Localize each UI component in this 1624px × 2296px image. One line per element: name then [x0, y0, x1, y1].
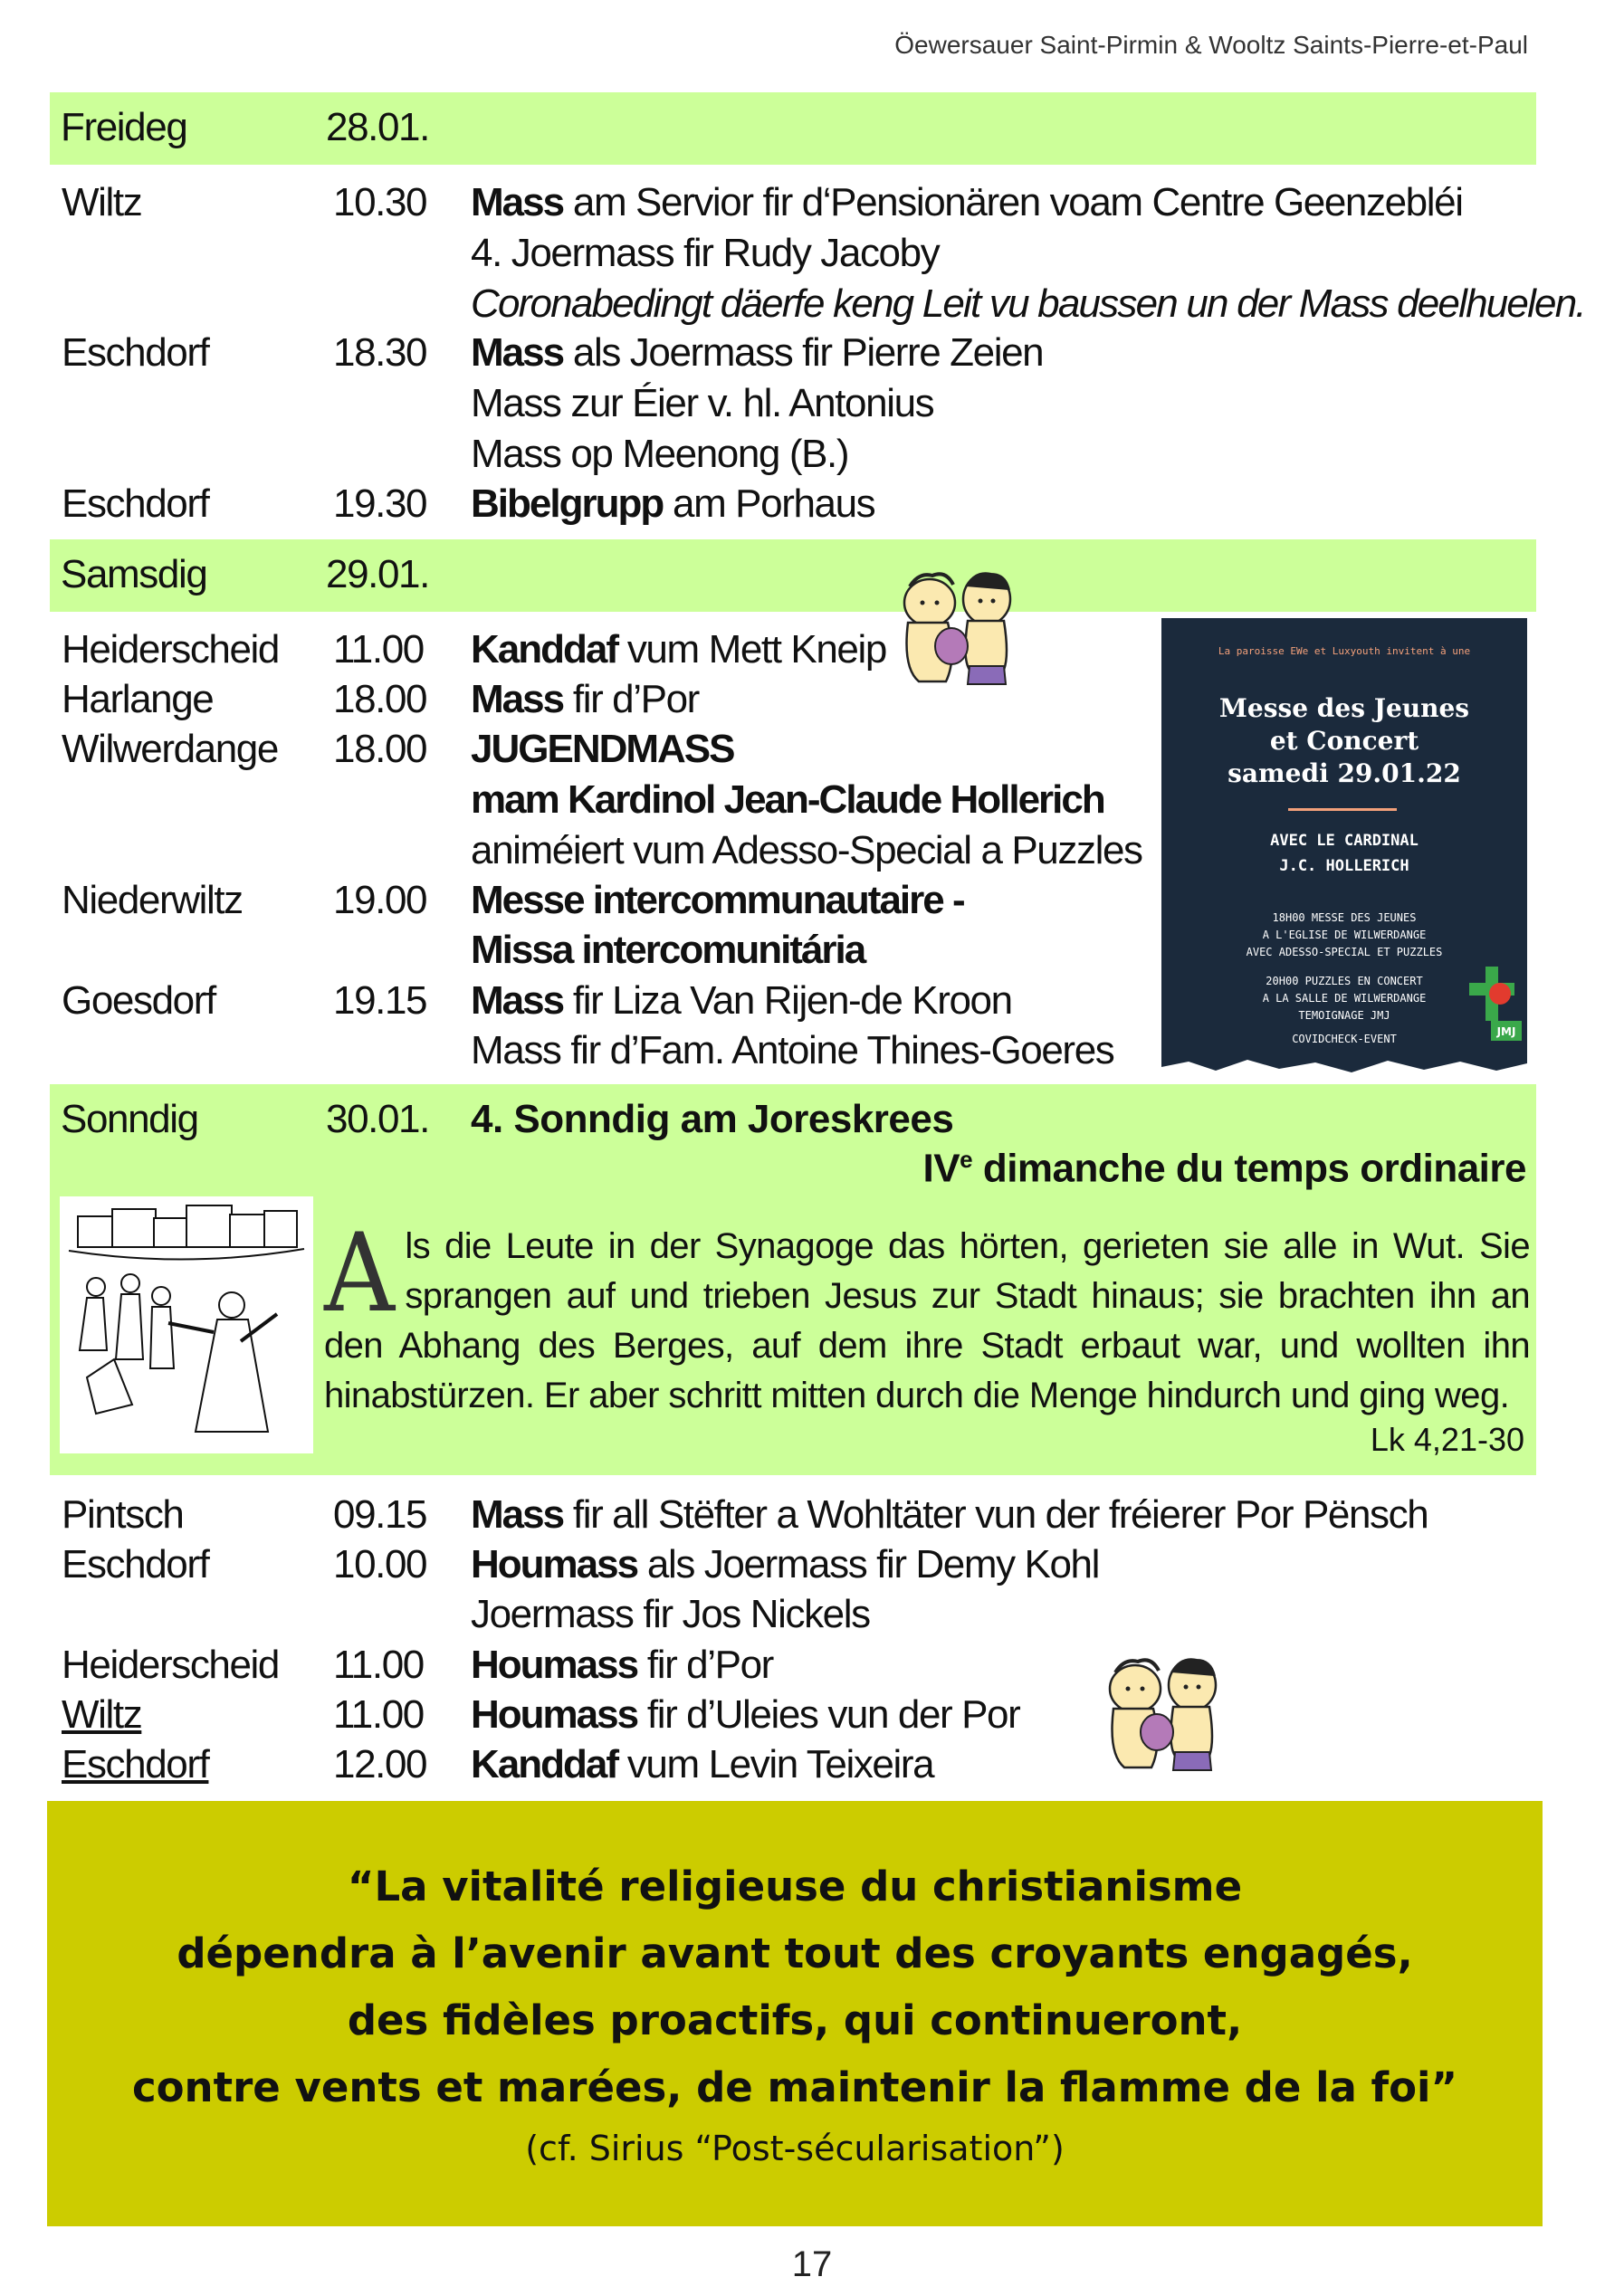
location: Heiderscheid — [62, 1643, 280, 1687]
description — [471, 1690, 1019, 1740]
description: Mass op Meenong (B.) — [471, 432, 849, 476]
location: Eschdorf — [62, 481, 209, 526]
location: Eschdorf — [62, 1542, 209, 1586]
time: 19.30 — [333, 481, 427, 526]
poster-info-line: A L'EGLISE DE WILWERDANGE — [1262, 929, 1427, 941]
event-type: Bibelgrupp — [471, 481, 664, 526]
event-type: mam Kardinol Jean-Claude Hollerich — [471, 777, 1104, 822]
time: 11.00 — [333, 1692, 424, 1737]
poster-info-line: 20H00 PUZZLES EN CONCERT — [1266, 975, 1423, 987]
day-band-saturday — [50, 539, 1536, 612]
day-date: 28.01. — [326, 105, 429, 149]
jmj-logo — [1469, 967, 1524, 1048]
jmj-text: JMJ — [1496, 1025, 1516, 1038]
time: 12.00 — [333, 1742, 427, 1786]
description — [471, 177, 1463, 228]
event-type: Kanddaf — [471, 627, 617, 672]
location-link[interactable]: Eschdorf — [62, 1742, 209, 1786]
day-date: 29.01. — [326, 552, 429, 596]
cartoon-children-illustration — [892, 568, 1027, 691]
torn-edge — [1161, 1054, 1527, 1080]
location: Heiderscheid — [62, 627, 280, 672]
poster-title — [1161, 692, 1527, 790]
poster-intro: La paroisse EWe et Luxyouth invitent à une — [1218, 645, 1471, 657]
description — [471, 1640, 773, 1691]
event-type: Mass — [471, 330, 564, 375]
event-type: Mass — [471, 180, 564, 224]
event-text: vum Levin Teixeira — [617, 1742, 934, 1786]
time: 11.00 — [333, 627, 424, 672]
location: Goesdorf — [62, 978, 215, 1023]
time: 10.00 — [333, 1542, 427, 1586]
day-band-friday — [50, 92, 1536, 165]
schedule-row — [0, 1640, 1624, 1691]
cartoon-children-illustration — [1097, 1654, 1233, 1777]
poster-info-line: TEMOIGNAGE JMJ — [1298, 1009, 1390, 1022]
event-text: als Joermass fir Demy Kohl — [637, 1542, 1099, 1586]
location: Eschdorf — [62, 330, 209, 375]
schedule-row — [0, 328, 1624, 378]
description — [471, 1539, 1099, 1590]
day-label: Sonndig — [61, 1097, 198, 1141]
quote-box — [47, 1801, 1543, 2226]
description — [471, 674, 699, 725]
quote-citation: (cf. Sirius “Post-sécularisation”) — [525, 2129, 1065, 2168]
description — [471, 328, 1043, 378]
description: animéiert vum Adesso-Special a Puzzles — [471, 828, 1142, 872]
poster-footer: COVIDCHECK-EVENT — [1292, 1033, 1397, 1045]
event-type: Kanddaf — [471, 1742, 617, 1786]
time: 18.30 — [333, 330, 427, 375]
poster-info-line: A LA SALLE DE WILWERDANGE — [1262, 992, 1427, 1005]
description — [471, 925, 865, 976]
time: 11.00 — [333, 1643, 424, 1687]
poster-title-line: et Concert — [1269, 726, 1419, 756]
subtitle-sup: e — [960, 1146, 973, 1173]
schedule-row — [0, 479, 1624, 529]
description — [471, 875, 964, 926]
schedule-row — [0, 1490, 1624, 1540]
description: Joermass fir Jos Nickels — [471, 1592, 870, 1636]
gospel-illustration — [60, 1196, 313, 1453]
poster-cardinal — [1161, 828, 1527, 879]
schedule-row — [0, 228, 1624, 279]
time: 19.15 — [333, 978, 427, 1023]
poster-info-line: AVEC ADESSO-SPECIAL ET PUZZLES — [1246, 946, 1443, 958]
event-type: Mass — [471, 1492, 564, 1537]
location: Pintsch — [62, 1492, 184, 1537]
page-header: Öewersauer Saint-Pirmin & Wooltz Saints-Pierre-et-Paul — [894, 31, 1528, 59]
description: 4. Joermass fir Rudy Jacoby — [471, 231, 940, 275]
page-number: 17 — [791, 2244, 833, 2284]
event-text: fir all Stëfter a Wohltäter vun der fréierer Por Pënsch — [563, 1492, 1428, 1537]
event-type: Houmass — [471, 1643, 638, 1687]
location: Niederwiltz — [62, 878, 243, 922]
description — [471, 1490, 1428, 1540]
event-type: Messe intercommunautaire - — [471, 878, 964, 922]
location: Wiltz — [62, 180, 142, 224]
location-link[interactable]: Wiltz — [62, 1692, 142, 1737]
event-text: am Porhaus — [663, 481, 875, 526]
event-poster — [1161, 618, 1527, 1080]
quote-line: “La vitalité religieuse du christianisme — [347, 1863, 1243, 1910]
event-text: als Joermass fir Pierre Zeien — [563, 330, 1044, 375]
schedule-row — [0, 378, 1624, 429]
schedule-row — [0, 1739, 1624, 1790]
event-text: am Servior fir d‘Pensionären voam Centre Geenzebléi — [563, 180, 1463, 224]
event-type: Missa intercomunitária — [471, 928, 865, 972]
day-date: 30.01. — [326, 1097, 429, 1141]
description — [471, 479, 874, 529]
event-text: vum Mett Kneip — [617, 627, 886, 672]
poster-title-line: Messe des Jeunes — [1218, 693, 1470, 723]
description — [471, 624, 886, 675]
time: 18.00 — [333, 677, 427, 721]
time: 10.30 — [333, 180, 427, 224]
description: Mass fir d’Fam. Antoine Thines-Goeres — [471, 1028, 1114, 1072]
gospel-reading — [324, 1211, 1530, 1421]
event-text: fir d’Por — [563, 677, 699, 721]
subtitle-text: dimanche du temps ordinaire — [972, 1146, 1526, 1191]
event-type: Houmass — [471, 1692, 638, 1737]
description — [471, 775, 1104, 825]
event-type: Mass — [471, 677, 564, 721]
bible-reference: Lk 4,21-30 — [1370, 1421, 1524, 1458]
poster-cardinal-line: J.C. HOLLERICH — [1279, 857, 1409, 875]
day-label: Samsdig — [61, 552, 207, 596]
schedule-row — [0, 279, 1624, 329]
poster-info-line: 18H00 MESSE DES JEUNES — [1272, 911, 1417, 924]
quote-line: contre vents et marées, de maintenir la flamme de la foi” — [131, 2063, 1458, 2111]
poster-divider — [1288, 808, 1397, 811]
time: 09.15 — [333, 1492, 427, 1537]
time: 18.00 — [333, 727, 427, 771]
notice: Coronabedingt däerfe keng Leit vu baussen un der Mass deelhuelen. — [471, 281, 1585, 326]
quote-text — [47, 1853, 1543, 2121]
sunday-subtitle — [923, 1146, 1526, 1192]
description — [471, 724, 734, 775]
location: Wilwerdange — [62, 727, 278, 771]
event-text: fir d’Uleies vun der Por — [637, 1692, 1020, 1737]
poster-title-line: samedi 29.01.22 — [1228, 758, 1461, 788]
day-label: Freideg — [61, 105, 187, 149]
drop-cap: A — [324, 1211, 395, 1337]
time: 19.00 — [333, 878, 427, 922]
description — [471, 976, 1012, 1026]
event-type: JUGENDMASS — [471, 727, 734, 771]
schedule-row — [0, 429, 1624, 480]
quote-line: dépendra à l’avenir avant tout des croyants engagés, — [177, 1929, 1413, 1977]
description: Mass zur Éier v. hl. Antonius — [471, 381, 934, 425]
event-type: Mass — [471, 978, 564, 1023]
schedule-row — [0, 1690, 1624, 1740]
schedule-row — [0, 177, 1624, 228]
description — [471, 1739, 933, 1790]
quote-line: des fidèles proactifs, qui continueront, — [347, 1996, 1243, 2044]
subtitle-numeral: IV — [922, 1146, 960, 1191]
event-text: fir Liza Van Rijen-de Kroon — [563, 978, 1012, 1023]
event-text: fir d’Por — [637, 1643, 773, 1687]
sunday-title: 4. Sonndig am Joreskrees — [471, 1097, 954, 1141]
schedule-row — [0, 1589, 1624, 1640]
poster-cardinal-line: AVEC LE CARDINAL — [1270, 832, 1419, 850]
location: Harlange — [62, 677, 214, 721]
reading-text: ls die Leute in der Synagoge das hörten, gerieten sie alle in Wut. Sie sprangen auf und trieben Jesus zur Stadt hinaus; sie brachten ihn an den Abhang des Berges, auf dem ihre Stadt erbaut war, und wollten ihn hinabstürzen. Er aber schritt mitten durch die Menge hindurch und ging weg. — [324, 1226, 1530, 1415]
poster-mass-info — [1161, 910, 1527, 961]
schedule-row — [0, 1539, 1624, 1590]
event-type: Houmass — [471, 1542, 638, 1586]
